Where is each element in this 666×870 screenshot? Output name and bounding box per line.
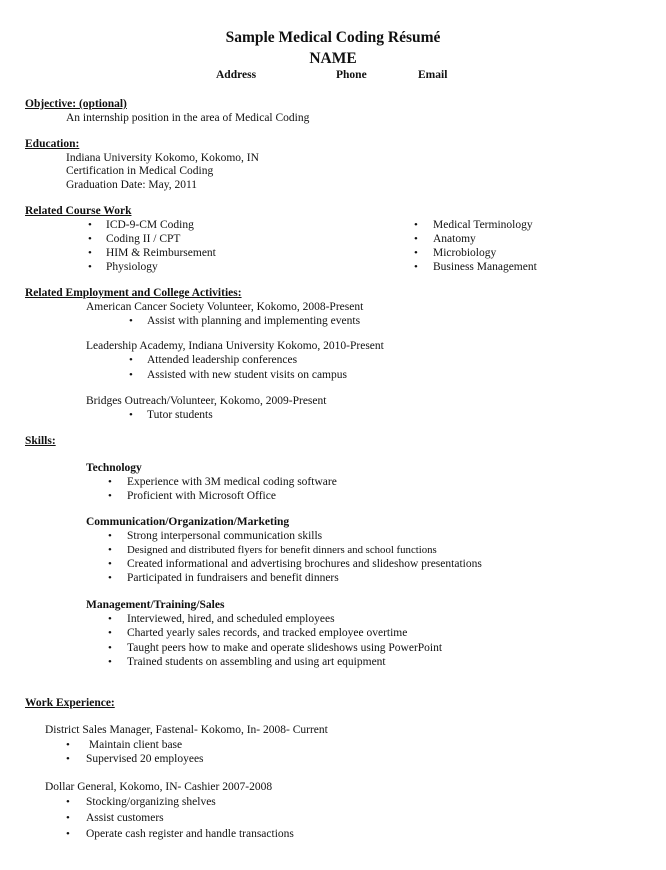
employment-entry-title: American Cancer Society Volunteer, Kokomo, 2008-Present [86,301,364,313]
bullet-icon: • [129,315,133,327]
employment-bullet: Assist with planning and implementing events [147,315,361,327]
employment-bullet: Attended leadership conferences [147,354,298,366]
bullet-icon: • [88,233,92,245]
skill-bullet: Designed and distributed flyers for benefit dinners and school functions [127,544,437,556]
work-bullet: Maintain client base [86,739,183,751]
work-entry-title: District Sales Manager, Fastenal- Kokomo, In- 2008- Current [45,724,328,736]
education-line: Certification in Medical Coding [66,165,214,177]
bullet-icon: • [414,219,418,231]
course-item: Microbiology [433,247,497,259]
objective-text: An internship position in the area of Medical Coding [66,112,310,124]
course-item: HIM & Reimbursement [106,247,216,259]
employment-entry-title: Leadership Academy, Indiana University Kokomo, 2010-Present [86,340,384,352]
skills-group-title: Management/Training/Sales [86,599,225,611]
work-bullet: Operate cash register and handle transactions [86,828,294,840]
skill-bullet: Strong interpersonal communication skills [127,530,323,542]
bullet-icon: • [129,369,133,381]
work-heading: Work Experience: [25,697,115,709]
bullet-icon: • [88,219,92,231]
work-entry-title: Dollar General, Kokomo, IN- Cashier 2007-2008 [45,781,273,793]
bullet-icon: • [108,613,112,625]
coursework-heading: Related Course Work [25,205,132,217]
bullet-icon: • [66,812,70,824]
course-item: ICD-9-CM Coding [106,219,194,231]
bullet-icon: • [129,409,133,421]
bullet-icon: • [88,261,92,273]
bullet-icon: • [108,656,112,668]
bullet-icon: • [108,530,112,542]
address-label: Address [216,69,257,81]
work-bullet: Assist customers [86,812,164,824]
email-label: Email [418,69,448,81]
skills-heading: Skills: [25,435,56,447]
bullet-icon: • [108,572,112,584]
education-line: Graduation Date: May, 2011 [66,179,198,191]
bullet-icon: • [108,558,112,570]
course-item: Physiology [106,261,158,273]
bullet-icon: • [66,828,70,840]
bullet-icon: • [66,796,70,808]
employment-bullet: Tutor students [147,409,213,421]
bullet-icon: • [108,490,112,502]
bullet-icon: • [108,544,112,556]
employment-bullet: Assisted with new student visits on campus [147,369,347,381]
skills-group-title: Technology [86,462,142,474]
employment-entry-title: Bridges Outreach/Volunteer, Kokomo, 2009-Present [86,395,327,407]
bullet-icon: • [66,753,70,765]
skill-bullet: Proficient with Microsoft Office [127,490,276,502]
skill-bullet: Created informational and advertising brochures and slideshow presentations [127,558,482,570]
bullet-icon: • [88,247,92,259]
bullet-icon: • [108,642,112,654]
bullet-icon: • [108,476,112,488]
course-item: Anatomy [433,233,476,245]
bullet-icon: • [66,739,70,751]
candidate-name: NAME [309,50,357,67]
course-item: Coding II / CPT [106,233,181,245]
skill-bullet: Trained students on assembling and using art equipment [127,656,386,668]
bullet-icon: • [108,627,112,639]
skill-bullet: Interviewed, hired, and scheduled employees [127,613,335,625]
bullet-icon: • [414,233,418,245]
work-bullet: Supervised 20 employees [86,753,204,765]
objective-heading: Objective: (optional) [25,98,127,110]
education-heading: Education: [25,138,80,150]
resume-title: Sample Medical Coding Résumé [225,29,441,46]
skills-group-title: Communication/Organization/Marketing [86,516,290,528]
skill-bullet: Taught peers how to make and operate slideshows using PowerPoint [127,642,443,654]
bullet-icon: • [129,354,133,366]
work-bullet: Stocking/organizing shelves [86,796,216,808]
employment-heading: Related Employment and College Activities: [25,287,242,299]
skill-bullet: Charted yearly sales records, and tracked employee overtime [127,627,408,639]
education-line: Indiana University Kokomo, Kokomo, IN [66,152,259,164]
course-item: Business Management [433,261,537,273]
course-item: Medical Terminology [433,219,533,231]
bullet-icon: • [414,247,418,259]
bullet-icon: • [414,261,418,273]
skill-bullet: Experience with 3M medical coding software [127,476,337,488]
skill-bullet: Participated in fundraisers and benefit dinners [127,572,339,584]
phone-label: Phone [336,69,367,81]
